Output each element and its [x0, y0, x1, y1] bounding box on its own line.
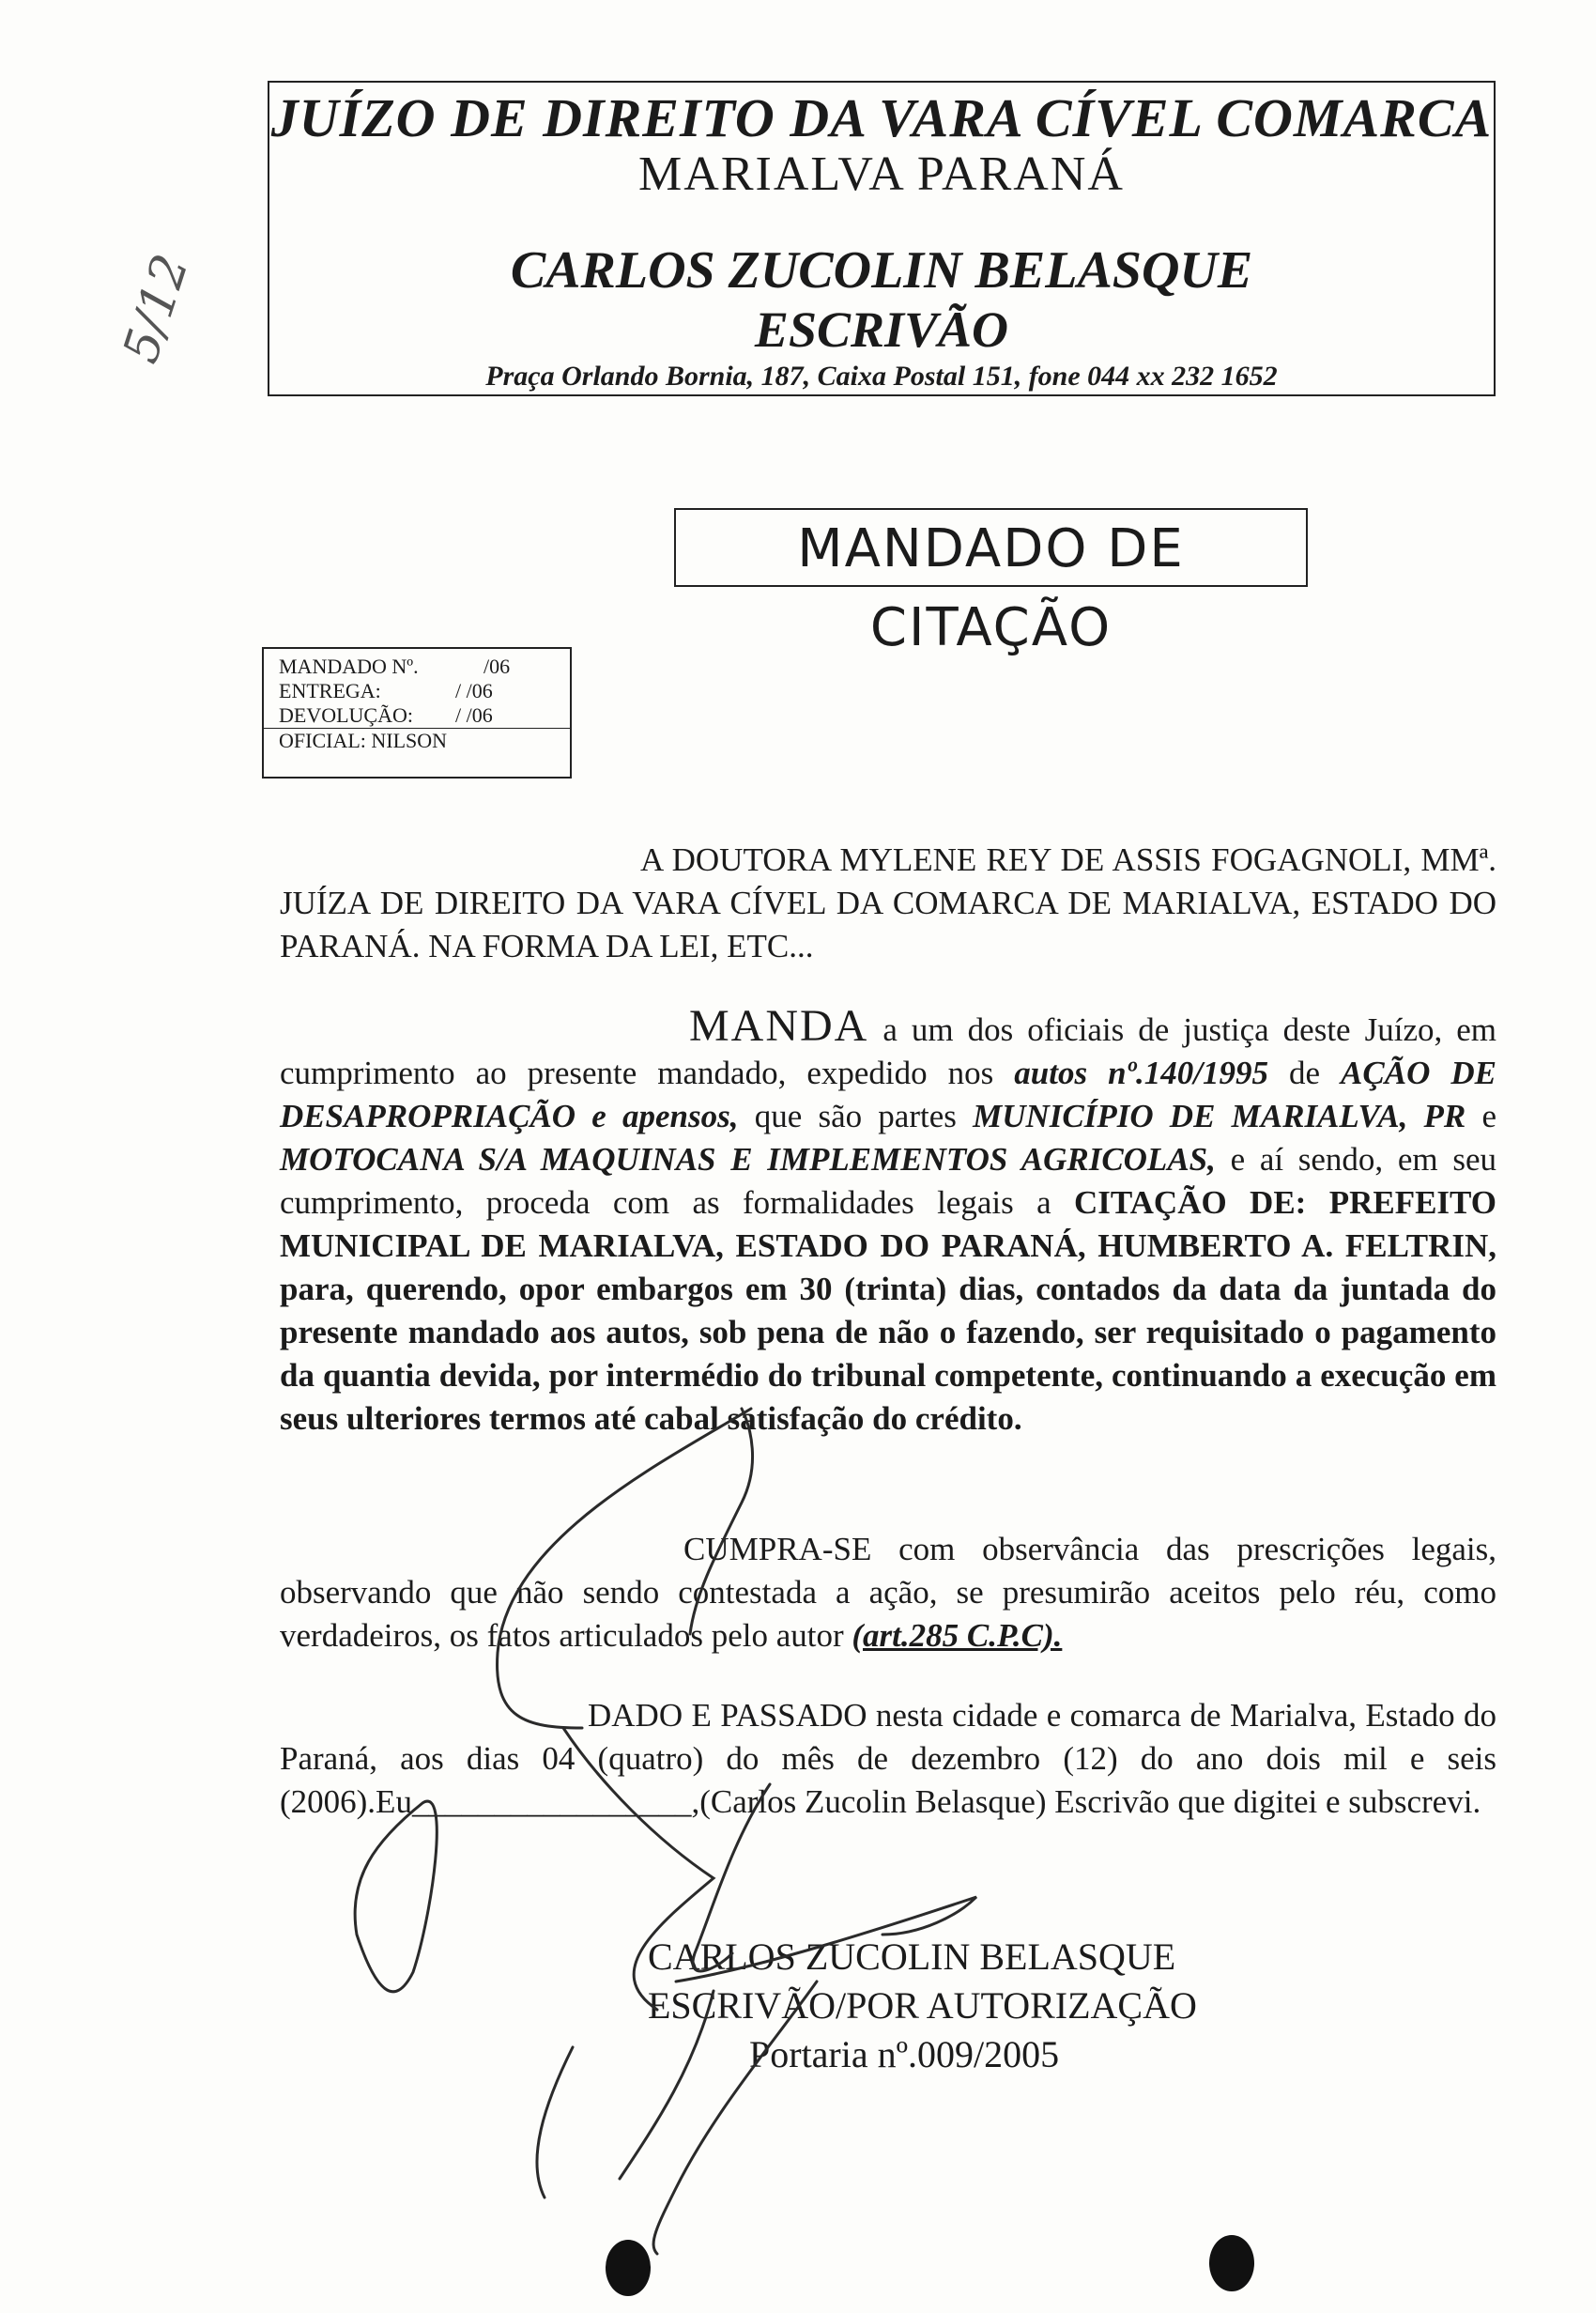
- devolucao-value: / /06: [455, 703, 493, 727]
- officer-name: OFICIAL: NILSON: [264, 728, 570, 753]
- entrega-row: [279, 679, 570, 703]
- document-title: MANDADO DE CITAÇÃO: [674, 508, 1308, 587]
- court-address: Praça Orlando Bornia, 187, Caixa Postal 151, fone 044 xx 232 1652: [485, 361, 1278, 392]
- clerk-name: CARLOS ZUCOLIN BELASQUE: [510, 241, 1253, 300]
- closing-keyword: DADO E PASSADO: [588, 1697, 867, 1734]
- order-text-4: e: [1466, 1098, 1496, 1134]
- compliance-paragraph: [280, 1528, 1496, 1658]
- signatory-role: ESCRIVÃO/POR AUTORIZAÇÃO: [648, 1984, 1197, 2027]
- devolucao-label: DEVOLUÇÃO:: [279, 703, 413, 727]
- clerk-title: ESCRIVÃO: [754, 301, 1009, 358]
- mandado-number-value: /06: [483, 655, 511, 678]
- handwritten-page-number: 5/12: [113, 247, 201, 370]
- signatory-name: CARLOS ZUCOLIN BELASQUE: [648, 1935, 1176, 1978]
- court-header: [268, 81, 1496, 396]
- citation-text: CITAÇÃO DE: PREFEITO MUNICIPAL DE MARIALVA, ESTADO DO PARANÁ, HUMBERTO A. FELTRIN, para, querendo, opor embargos em 30 (trinta) dias, contados da data da juntada do presente mandado aos autos, sob pena de não o fazendo, ser requisitado o pagamento da quantia devida, por intermédio do tribunal competente, continuando a execução em seus ulteriores termos até cabal satisfação do crédito.: [280, 1184, 1496, 1437]
- party-defendant: MOTOCANA S/A MAQUINAS E IMPLEMENTOS AGRICOLAS,: [280, 1141, 1216, 1178]
- warrant-info-box: [262, 647, 572, 779]
- authorization-ordinance: Portaria nº.009/2005: [749, 2033, 1060, 2075]
- order-text-2: de: [1268, 1055, 1342, 1091]
- case-number: autos nº.140/1995: [1014, 1055, 1268, 1091]
- closing-text: nesta cidade e comarca de Marialva, Estado do Paraná, aos dias 04 (quatro) do mês de dezembro (12) do ano dois mil e seis (2006).Eu: [280, 1697, 1496, 1820]
- punch-hole-left: [606, 2240, 651, 2296]
- compliance-keyword: CUMPRA-SE: [683, 1531, 872, 1567]
- signature-line: _________________: [411, 1783, 692, 1820]
- signature-block: [648, 1933, 1249, 2079]
- court-name: JUÍZO DE DIREITO DA VARA CÍVEL COMARCA: [270, 87, 1493, 148]
- order-text-1: a um dos oficiais de justiça deste Juízo, em cumprimento ao presente mandado, expedido nos: [280, 1011, 1496, 1091]
- entrega-value: / /06: [455, 679, 493, 702]
- order-text-5: e aí sendo, em seu cumprimento, proceda com as formalidades legais a: [280, 1141, 1496, 1221]
- judge-introduction: [280, 839, 1496, 968]
- closing-paragraph: [280, 1694, 1496, 1824]
- order-keyword: MANDA: [689, 1001, 869, 1051]
- devolucao-row: [279, 703, 570, 728]
- mandado-number-row: [279, 655, 570, 679]
- intro-text: A DOUTORA MYLENE REY DE ASSIS FOGAGNOLI, MMª. JUÍZA DE DIREITO DA VARA CÍVEL DA COMARCA DE MARIALVA, ESTADO DO PARANÁ. NA FORMA DA LEI, ETC...: [280, 841, 1496, 964]
- entrega-label: ENTREGA:: [279, 679, 381, 702]
- closing-text-2: ,(Carlos Zucolin Belasque) Escrivão que digitei e subscrevi.: [691, 1783, 1481, 1820]
- action-type: AÇÃO DE DESAPROPRIAÇÃO e apensos,: [280, 1055, 1496, 1134]
- legal-reference: (art.285 C.P.C).: [852, 1617, 1063, 1654]
- order-paragraph: [280, 1001, 1496, 1441]
- mandado-number-label: MANDADO Nº.: [279, 655, 419, 678]
- punch-hole-right: [1209, 2235, 1254, 2291]
- compliance-text: com observância das prescrições legais, observando que não sendo contestada a ação, se presumirão aceitos pelo réu, como verdadeiros, os fatos articulados pelo autor: [280, 1531, 1496, 1654]
- court-location: MARIALVA PARANÁ: [638, 147, 1125, 201]
- party-plaintiff: MUNICÍPIO DE MARIALVA, PR: [973, 1098, 1466, 1134]
- order-text-3: que são partes: [738, 1098, 974, 1134]
